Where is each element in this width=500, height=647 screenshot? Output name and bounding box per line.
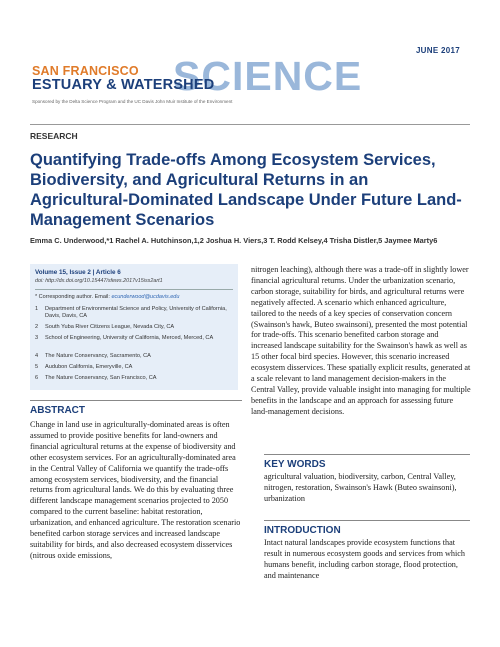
author-list — [30, 236, 470, 245]
affiliation-5 — [35, 364, 233, 371]
abstract-text-left: Change in land use in agriculturally-dominated areas is often assumed to provide positive benefits for land-owners and financial agricultural returns at the expense of biodiversity and other ecosystem services. For an agriculturally-dominated area in the Central Valley of California we quantify the trade-offs among ecosystem services, biodiversity, and the financial returns from agricultural lands. We do this by evaluating three different landscape management scenarios projected to 2050 compared to the current baseline: habitat restoration, urbanization, and enhanced agriculture. The restoration scenario benefited carbon storage services and increased landscape suitability for birds, and also decreased ecosystem disservices (nitrous oxide emissions, — [30, 420, 241, 560]
affiliation-number: 2 — [35, 324, 39, 330]
affiliation-number: 6 — [35, 375, 39, 381]
article-info-box — [30, 264, 238, 390]
abstract-heading: ABSTRACT — [30, 400, 242, 416]
masthead-science: SCIENCE — [173, 53, 363, 99]
info-divider — [35, 289, 233, 290]
corresponding-email[interactable]: ecunderwood@ucdavis.edu — [111, 294, 180, 300]
affiliation-number: 3 — [35, 335, 39, 341]
affiliation-4 — [35, 353, 233, 360]
affiliation-1 — [35, 306, 233, 320]
affiliation-number: 5 — [35, 364, 39, 370]
section-label: RESEARCH — [30, 124, 470, 141]
journal-masthead — [30, 53, 470, 102]
issue-date: JUNE 2017 — [415, 46, 460, 55]
doi-link[interactable]: doi: http://dx.doi.org/10.15447/sfews.2017v15iss2art1 — [35, 278, 163, 284]
sponsor-line: Sponsored by the Delta Science Program and the UC Davis John Muir Institute of the Environment — [32, 99, 233, 104]
corresponding-author — [35, 294, 179, 300]
keywords-text: agricultural valuation, biodiversity, carbon, Central Valley, nitrogen, restoration, Swainson's Hawk (Buteo swainsoni), urbanization — [264, 472, 457, 503]
affiliation-text: South Yuba River Citizens League, Nevada City, CA — [45, 324, 175, 330]
abstract-text-right: nitrogen leaching), although there was a trade-off in slightly lower financial agricultural returns. Under the urbanization scenario, carbon storage, suitability for birds, and agricultural returns were negatively affected. A scenario which enhanced agriculture, tailored to the needs of a key species of conservation concern (Swainson's hawk, Buteo swainsoni), presented the most potential for trade-offs. This scenario benefited carbon storage and increased landscape suitability for the Swainson's hawk as well as 15 other focal bird species. However, this scenario increased ecosystem disservices. These spatially explicit results, generated at a scale relevant to land management decision-makers in the Central Valley, provide valuable insight into managing for multiple benefits in the landscape and an approach for assessing future land-management decisions. — [251, 265, 471, 416]
volume-issue: Volume 15, Issue 2 | Article 6 — [35, 269, 121, 276]
article-title: Quantifying Trade-offs Among Ecosystem Services, Biodiversity, and Agricultural Returns in an Agricultural-Dominated Landscape Under Future Land-Management Scenarios — [30, 151, 462, 229]
keywords-heading: KEY WORDS — [264, 454, 470, 470]
authors-text: Emma C. Underwood,*1 Rachel A. Hutchinson,1,2 Joshua H. Viers,3 T. Rodd Kelsey,4 Trisha Distler,5 Jaymee Marty6 — [30, 236, 438, 245]
affiliation-3 — [35, 335, 233, 342]
affiliation-2 — [35, 324, 233, 331]
affiliation-text: Audubon California, Emeryville, CA — [45, 364, 133, 370]
masthead-estuary-watershed: ESTUARY & WATERSHED — [32, 77, 215, 93]
affiliation-text: The Nature Conservancy, San Francisco, CA — [45, 375, 157, 381]
affiliation-6 — [35, 375, 233, 382]
introduction-text: Intact natural landscapes provide ecosystem functions that result in numerous ecosystem goods and services from which humans benefit, including carbon storage, flood protection, and maintenance — [264, 538, 466, 580]
introduction-heading: INTRODUCTION — [264, 520, 470, 536]
affiliation-number: 1 — [35, 306, 39, 312]
masthead-san-francisco: SAN FRANCISCO — [32, 64, 139, 78]
corresponding-label: * Corresponding author. Email: — [35, 294, 110, 300]
affiliation-text: The Nature Conservancy, Sacramento, CA — [45, 353, 151, 359]
affiliation-text: School of Engineering, University of California, Merced, Merced, CA — [45, 335, 214, 341]
affiliation-number: 4 — [35, 353, 39, 359]
affiliation-text: Department of Environmental Science and Policy, University of California, Davis, Davis, CA — [45, 306, 227, 319]
